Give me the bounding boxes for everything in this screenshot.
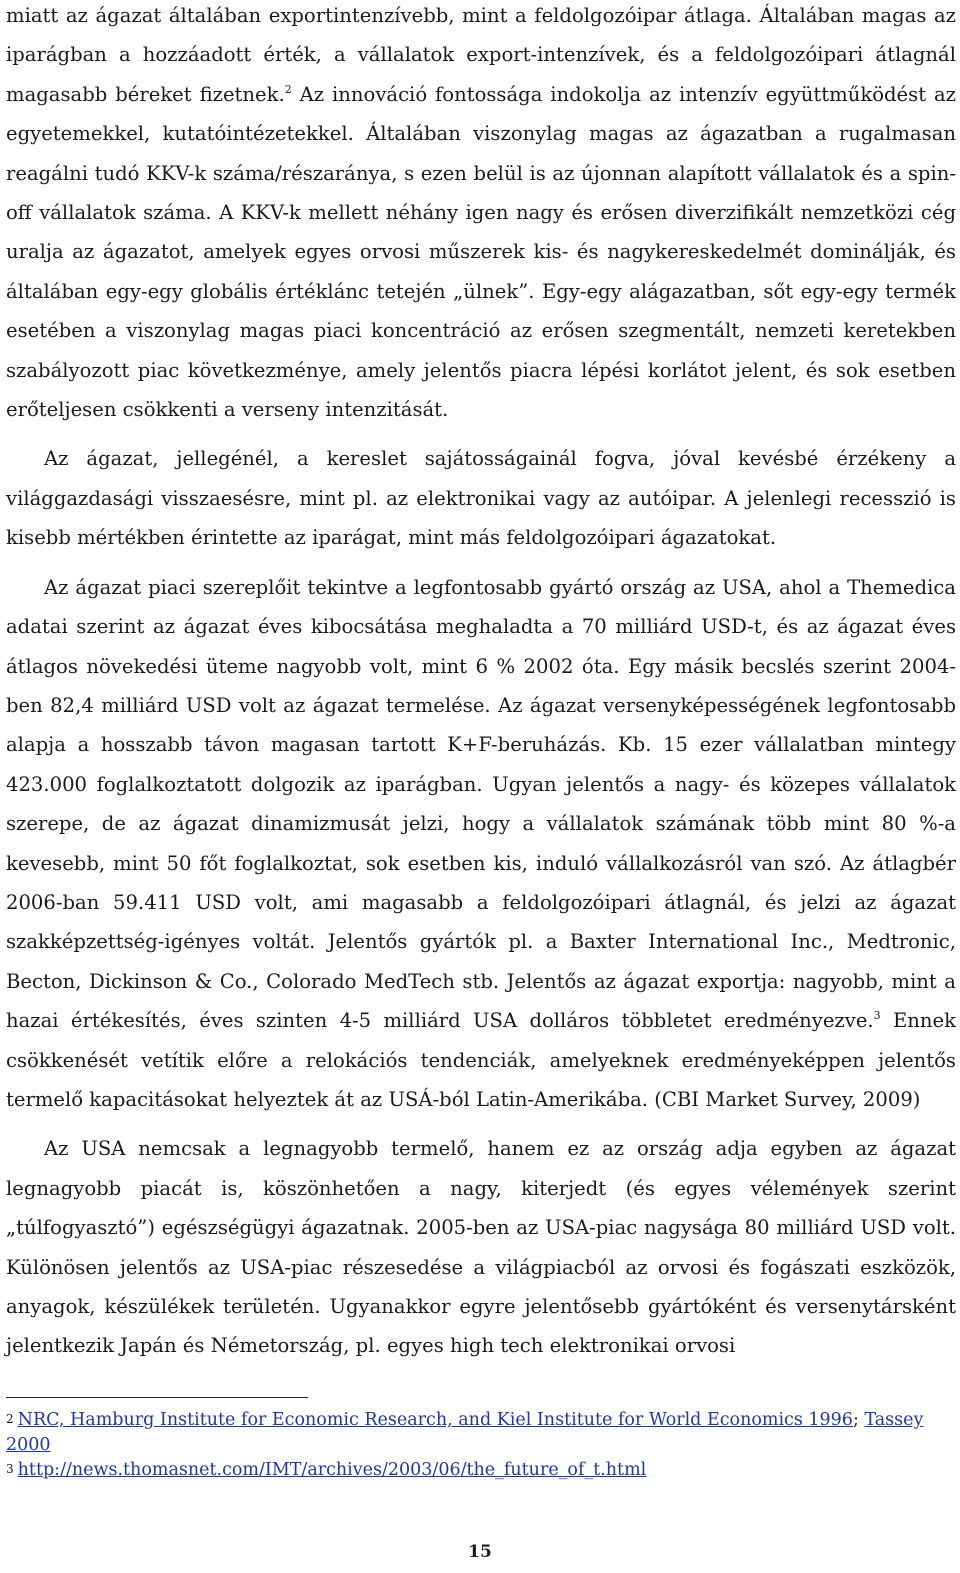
paragraph-2: Az ágazat, jellegénél, a kereslet sajátosságainál fogva, jóval kevésbé érzékeny a világgazdasági visszaesésre, mint pl. az elektronikai vagy az autóipar. A jelenlegi recesszió is kisebb mértékben érintette az iparágat, mint más feldolgozóipari ágazatokat. [6,447,956,550]
footnote-separator [6,1397,308,1398]
footnotes [6,1407,956,1483]
footnote-number: 3 [6,1462,14,1476]
document-page [6,0,956,1376]
footnote-ref-3[interactable]: 3 [873,1009,881,1023]
paragraph-3 [6,568,956,1120]
footnote-2-separator: ; [852,1410,859,1430]
paragraph-4: Az USA nemcsak a legnagyobb termelő, hanem ez az ország adja egyben az ágazat legnagyobb piacát is, köszönhetően a nagy, kiterjedt (és egyes vélemények szerint „túlfogyasztó”) egészségügyi ágazatnak. 2005-ben az USA-piac nagysága 80 milliárd USD volt. Különösen jelentős az USA-piac részesedése a világpiacból az orvosi és fogászati eszközök, anyagok, készülékek területén. Ugyanakkor egyre jelentősebb gyártóként és versenytársként jelentkezik Japán és Németország, pl. egyes high tech elektronikai orvosi [6,1137,956,1358]
paragraph-3-part-a: Az ágazat piaci szereplőit tekintve a legfontosabb gyártó ország az USA, ahol a Themedica adatai szerint az ágazat éves kibocsátása meghaladta a 70 milliárd USD-t, és az ágazat éves átlagos növekedési üteme nagyobb volt, mint 6 % 2002 óta. Egy másik becslés szerint 2004-ben 82,4 milliárd USD volt az ágazat termelése. Az ágazat versenyképességének legfontosabb alapja a hosszabb távon magasan tartott K+F-beruházás. Kb. 15 ezer vállalatban mintegy 423.000 foglalkoztatott dolgozik az iparágban. Ugyan jelentős a nagy- és közepes vállalatok szerepe, de az ágazat dinamizmusát jelzi, hogy a vállalatok számának több mint 80 %-a kevesebb, mint 50 főt foglalkoztat, sok esetben kis, induló vállalkozásról van szó. Az átlagbér 2006-ban 59.411 USD volt, ami magasabb a feldolgozóipari átlagnál, és jelzi az ágazat szakképzettség-igényes voltát. Jelentős gyártók pl. a Baxter International Inc., Medtronic, Becton, Dickinson & Co., Colorado MedTech stb. Jelentős az ágazat exportja: nagyobb, mint a hazai értékesítés, éves szinten 4-5 milliárd USA dolláros többletet eredményezve. [6,575,956,1033]
paragraph-1-part-a: miatt az ágazat általában exportintenzívebb, mint a feldolgozóipar átlaga. Általában magas az iparágban a hozzáadott érték, a vállalatok export-intenzívek, és a feldolgozóipari átlagnál magasabb béreket fizetnek. [6,4,956,106]
paragraph-1-part-b: Az innováció fontossága indokolja az intenzív együttműködést az egyetemekkel, kutatóintézetekkel. Általában viszonylag magas az ágazatban a rugalmasan reagálni tudó KKV-k száma/részaránya, s ezen belül is az újonnan alapított vállalatok és a spin-off vállalatok száma. A KKV-k mellett néhány igen nagy és erősen diverzifikált nemzetközi cég uralja az ágazatot, amelyek egyes orvosi műszerek kis- és nagykereskedelmét dominálják, és általában egy-egy globális értéklánc tetején „ülnek”. Egy-egy alágazatban, sőt egy-egy termék esetében a viszonylag magas piaci koncentráció az erősen szegmentált, nemzeti keretekben szabályozott piac következménye, amely jelentős piacra lépési korlátot jelent, és sok esetben erőteljesen csökkenti a verseny intenzitását. [6,82,956,422]
footnote-2-link-nrc[interactable]: NRC, Hamburg Institute for Economic Research, and Kiel Institute for World Economics 1996 [17,1410,853,1430]
paragraph-3-part-b: Ennek csökkenését vetítik előre a relokációs tendenciák, amelyeknek eredményeképpen jelentős termelő kapacitásokat helyeztek át az USÁ-ból Latin-Amerikába. (CBI Market Survey, 2009) [6,1009,956,1111]
footnote-2-link-tassey[interactable]: Tassey 2000 [6,1410,924,1455]
footnote-3-link-url[interactable]: http://news.thomasnet.com/IMT/archives/2003/06/the_future_of_t.html [17,1460,647,1480]
paragraph-1 [6,0,956,429]
body-text [6,0,956,1366]
page-number: 15 [468,1542,492,1562]
footnote-3 [6,1457,956,1483]
footnote-2 [6,1407,956,1457]
footnote-number: 2 [6,1412,14,1426]
footnote-ref-2[interactable]: 2 [284,82,292,96]
